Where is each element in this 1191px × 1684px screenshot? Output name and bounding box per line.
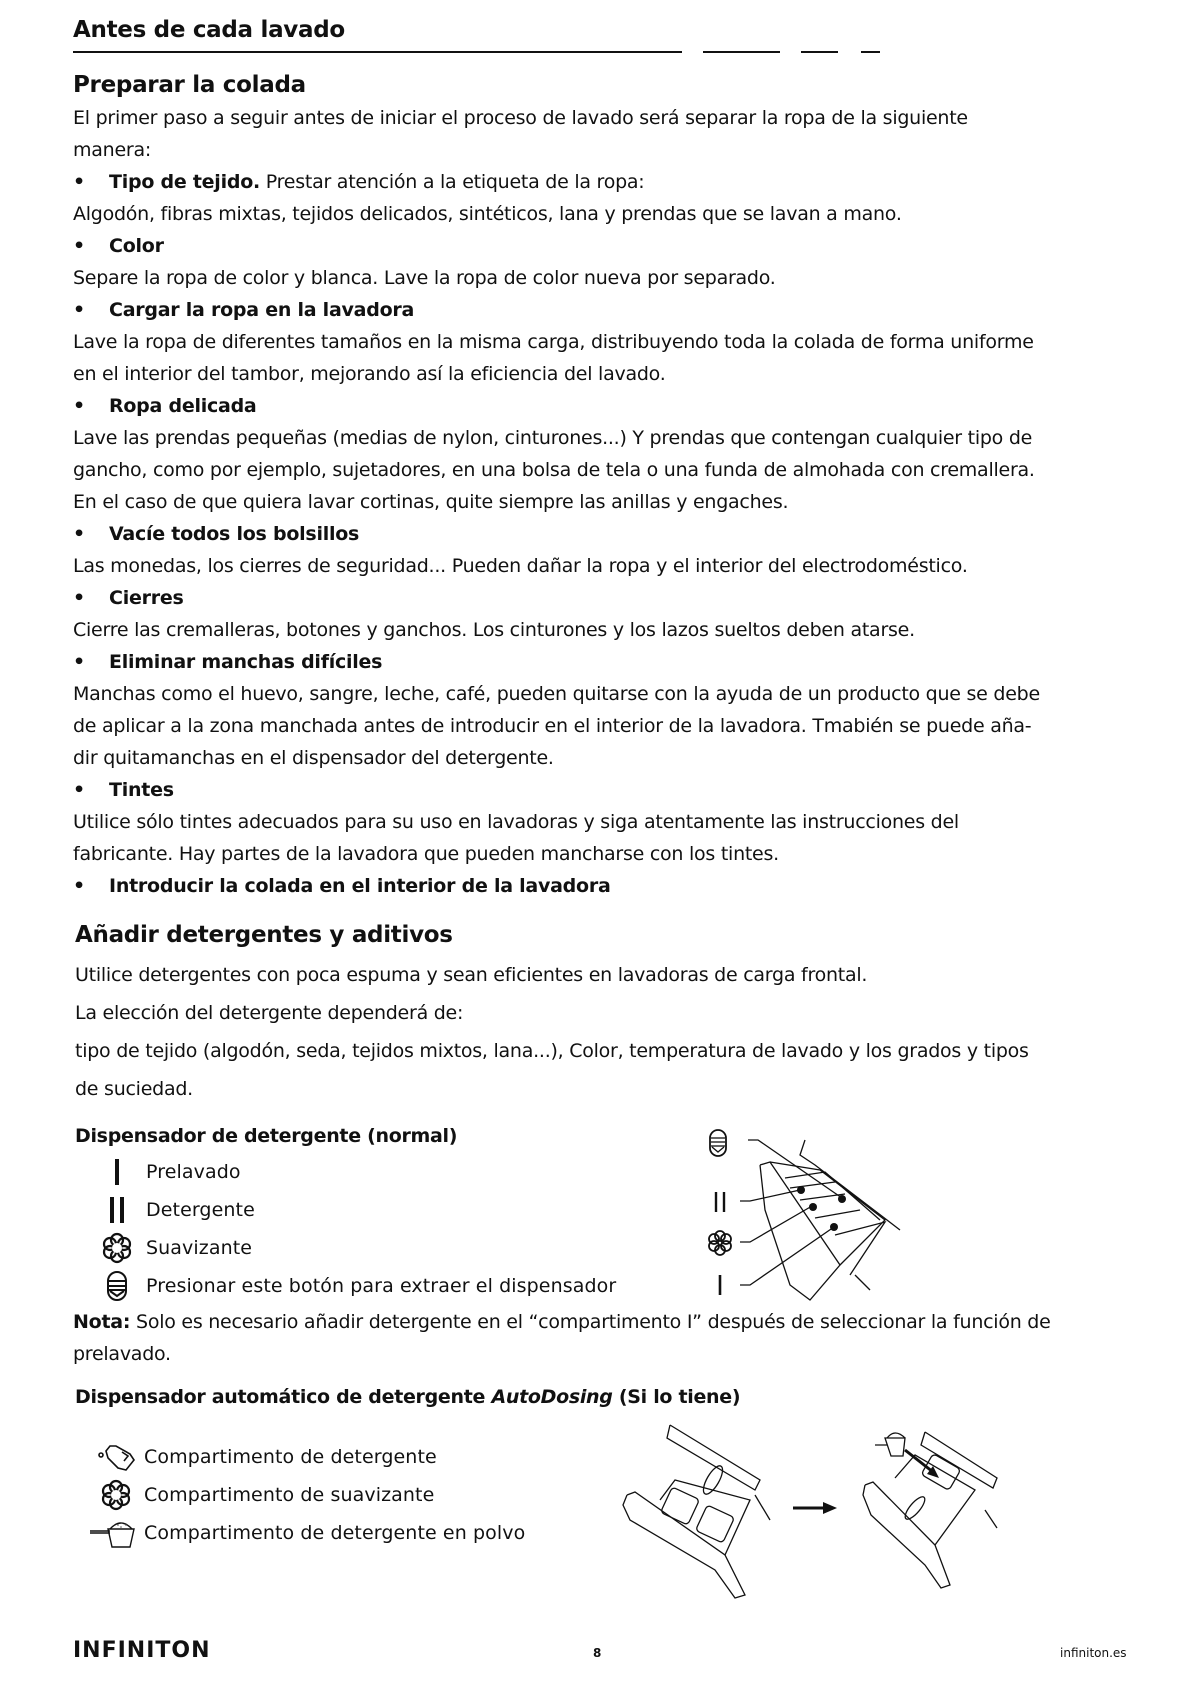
softener-flower-icon [100, 1233, 134, 1263]
bullet-icon: • [73, 651, 85, 673]
legend-liquid-detergent: Compartimento de detergente [96, 1442, 437, 1472]
release-button-icon [100, 1271, 134, 1301]
paragraph-line: Algodón, fibras mixtas, tejidos delicados, sintéticos, lana y prendas que se lavan a mano. [73, 203, 902, 225]
paragraph-line: manera: [73, 139, 151, 161]
legend-prewash: Prelavado [100, 1157, 241, 1187]
bullet-icon: • [73, 171, 85, 193]
bullet-item-empty-pockets: • Vacíe todos los bolsillos [73, 523, 360, 545]
paragraph-line: Lave la ropa de diferentes tamaños en la misma carga, distribuyendo toda la colada de forma uniforme [73, 331, 1034, 353]
paragraph-line: gancho, como por ejemplo, sujetadores, en una bolsa de tela o una funda de almohada con cremallera. [73, 459, 1035, 481]
paragraph-line: Lave las prendas pequeñas (medias de nylon, cinturones...) Y prendas que contengan cualquier tipo de [73, 427, 1033, 449]
paragraph-line: tipo de tejido (algodón, seda, tejidos mixtos, lana...), Color, temperatura de lavado y los grados y tipos [75, 1040, 1029, 1062]
section-title-prepare: Preparar la colada [73, 72, 306, 98]
legend-auto-softener: Compartimento de suavizante [96, 1480, 434, 1510]
liquid-detergent-bottle-icon [96, 1442, 136, 1472]
legend-release-button: Presionar este botón para extraer el dispensador [100, 1271, 616, 1301]
brand-logo: INFINITON [73, 1638, 211, 1663]
section-title-detergents: Añadir detergentes y aditivos [75, 922, 453, 948]
bullet-icon: • [73, 395, 85, 417]
bullet-icon: • [73, 523, 85, 545]
legend-softener: Suavizante [100, 1233, 252, 1263]
note-line: Nota: Solo es necesario añadir detergente en el “compartimento I” después de seleccionar la función de [73, 1311, 1051, 1333]
paragraph-line: de suciedad. [75, 1078, 193, 1100]
dispenser-normal-title: Dispensador de detergente (normal) [75, 1125, 458, 1147]
softener-flower-icon [96, 1480, 136, 1510]
header-rule-dash [703, 51, 780, 53]
bullet-item-fabric-type: • Tipo de tejido. Prestar atención a la etiqueta de la ropa: [73, 171, 645, 193]
footer-website-link[interactable]: infiniton.es [1060, 1646, 1127, 1660]
bullet-icon: • [73, 875, 85, 897]
powder-detergent-scoop-icon [88, 1518, 136, 1548]
paragraph-line: en el interior del tambor, mejorando así la eficiencia del lavado. [73, 363, 666, 385]
paragraph-line: La elección del detergente dependerá de: [75, 1002, 464, 1024]
paragraph-line: Utilice sólo tintes adecuados para su uso en lavadoras y siga atentamente las instrucciones del [73, 811, 959, 833]
paragraph-line: Utilice detergentes con poca espuma y sean eficientes en lavadoras de carga frontal. [75, 964, 868, 986]
page-title: Antes de cada lavado [73, 17, 345, 43]
bullet-item-load-drum: • Introducir la colada en el interior de la lavadora [73, 875, 611, 897]
dispenser-drawer-illustration [690, 1110, 930, 1310]
bullet-item-stains: • Eliminar manchas difíciles [73, 651, 383, 673]
bullet-icon: • [73, 235, 85, 257]
bullet-item-load-laundry: • Cargar la ropa en la lavadora [73, 299, 415, 321]
bullet-item-color: • Color [73, 235, 164, 257]
note-label: Nota: [73, 1311, 131, 1333]
bullet-item-delicates: • Ropa delicada [73, 395, 257, 417]
note-line: prelavado. [73, 1343, 171, 1365]
paragraph-line: Manchas como el huevo, sangre, leche, café, pueden quitarse con la ayuda de un producto que se debe [73, 683, 1040, 705]
legend-detergent: Detergente [100, 1195, 255, 1225]
header-rule [73, 51, 682, 53]
page-number: 8 [593, 1646, 602, 1660]
paragraph-line: Separe la ropa de color y blanca. Lave la ropa de color nueva por separado. [73, 267, 776, 289]
paragraph-line: fabricante. Hay partes de la lavadora que pueden mancharse con los tintes. [73, 843, 779, 865]
prewash-compartment-icon [100, 1157, 134, 1187]
main-wash-compartment-icon [100, 1195, 134, 1225]
paragraph-line: Las monedas, los cierres de seguridad... Pueden dañar la ropa y el interior del electrodoméstico. [73, 555, 968, 577]
bullet-icon: • [73, 587, 85, 609]
bullet-icon: • [73, 779, 85, 801]
bullet-icon: • [73, 299, 85, 321]
paragraph-line: En el caso de que quiera lavar cortinas, quite siempre las anillas y engaches. [73, 491, 789, 513]
bullet-item-closures: • Cierres [73, 587, 184, 609]
header-rule-dash [801, 51, 838, 53]
paragraph-line: El primer paso a seguir antes de iniciar el proceso de lavado será separar la ropa de la siguiente [73, 107, 968, 129]
paragraph-line: Cierre las cremalleras, botones y ganchos. Los cinturones y los lazos sueltos deben atarse. [73, 619, 915, 641]
bullet-item-dyes: • Tintes [73, 779, 174, 801]
dispenser-auto-title: Dispensador automático de detergente AutoDosing (Si lo tiene) [75, 1386, 741, 1408]
header-rule-dash [861, 51, 880, 53]
legend-powder-detergent: Compartimento de detergente en polvo [88, 1518, 525, 1548]
autodosing-drawer-illustration [615, 1420, 1015, 1620]
paragraph-line: de aplicar a la zona manchada antes de introducir en el interior de la lavadora. Tmabién se puede aña- [73, 715, 1032, 737]
paragraph-line: dir quitamanchas en el dispensador del detergente. [73, 747, 554, 769]
autodosing-brand: AutoDosing [491, 1386, 613, 1408]
